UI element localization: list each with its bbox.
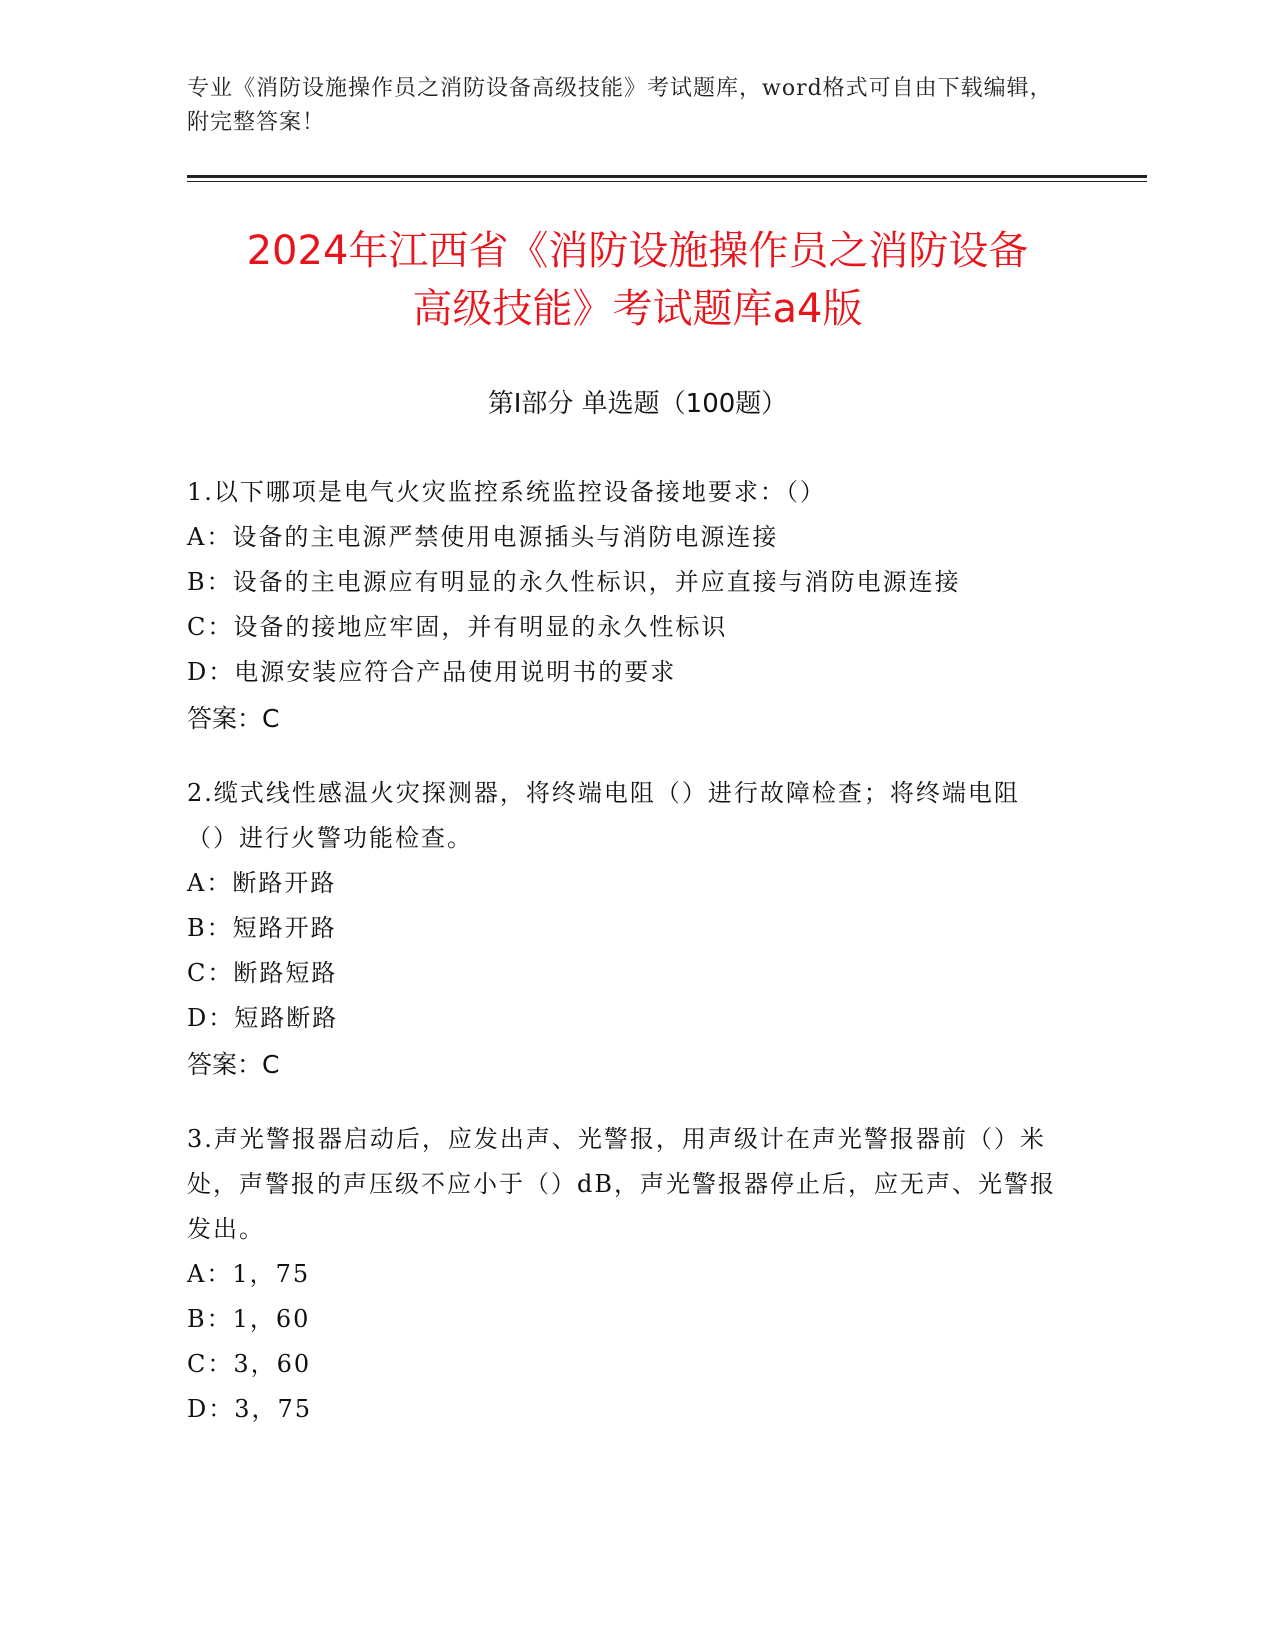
header-rule-thin: [187, 181, 1147, 182]
option-d: D：3，75: [187, 1395, 313, 1423]
option-c: C：设备的接地应牢固，并有明显的永久性标识: [187, 613, 728, 641]
option-b: B：1，60: [187, 1305, 311, 1333]
option-a: A：断路开路: [187, 869, 337, 897]
option-b: B：设备的主电源应有明显的永久性标识，并应直接与消防电源连接: [187, 568, 961, 596]
header-rule-thick: [187, 175, 1147, 178]
question-1: [187, 470, 1057, 743]
option-c: C：3，60: [187, 1350, 312, 1378]
title-line-1: 2024年江西省《消防设施操作员之消防设备: [246, 228, 1029, 274]
option-d: D：电源安装应符合产品使用说明书的要求: [187, 658, 677, 686]
question-3: [187, 1117, 1057, 1432]
option-a: A：设备的主电源严禁使用电源插头与消防电源连接: [187, 523, 779, 551]
question-stem: 2.缆式线性感温火灾探测器，将终端电阻（）进行故障检查；将终端电阻（）进行火警功能检查。: [187, 779, 1020, 852]
answer: 答案：C: [187, 704, 280, 733]
title-line-2: 高级技能》考试题库a4版: [412, 286, 863, 332]
document-title: [150, 222, 1125, 338]
option-b: B：短路开路: [187, 914, 337, 942]
header-note: 专业《消防设施操作员之消防设备高级技能》考试题库，word格式可自由下载编辑，附完整答案！: [187, 76, 1053, 135]
answer: 答案：C: [187, 1050, 280, 1079]
question-2: [187, 771, 1057, 1089]
option-a: A：1，75: [187, 1260, 311, 1288]
section-title: 第I部分 单选题（100题）: [487, 389, 788, 419]
option-c: C：断路短路: [187, 959, 338, 987]
question-stem: 3.声光警报器启动后，应发出声、光警报，用声级计在声光警报器前（）米处，声警报的声压级不应小于（）dB，声光警报器停止后，应无声、光警报发出。: [187, 1125, 1056, 1243]
question-stem: 1.以下哪项是电气火灾监控系统监控设备接地要求：（）: [187, 478, 826, 506]
question-list: [187, 470, 1057, 1460]
option-d: D：短路断路: [187, 1004, 339, 1032]
